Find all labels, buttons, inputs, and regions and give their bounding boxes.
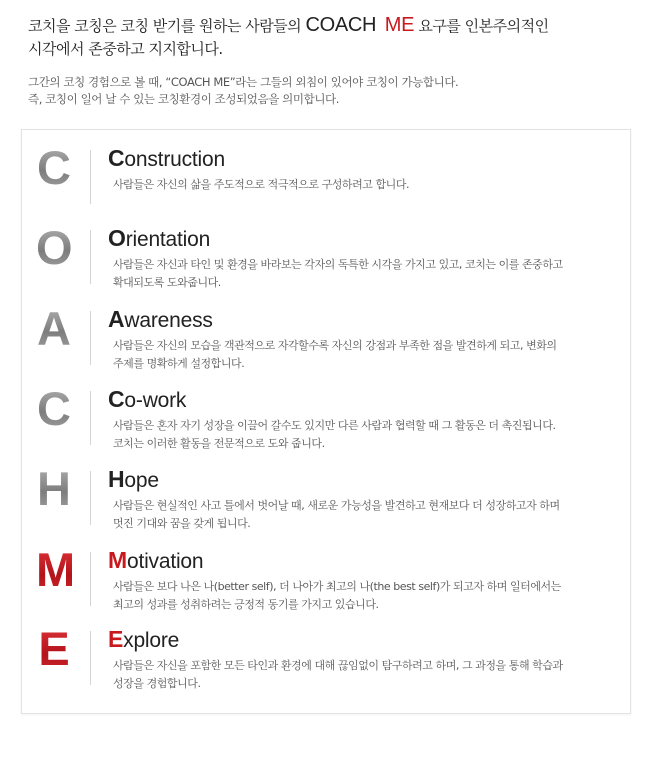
- item-title: [108, 466, 159, 494]
- item-explore: [22, 611, 630, 690]
- desc-line2: 확대되도록 도와줍니다.: [113, 276, 221, 289]
- title-rest: xplore: [123, 629, 180, 652]
- headline: [28, 14, 638, 61]
- desc-line1: 사람들은 자신을 포함한 모든 타인과 환경에 대해 끊임없이 탐구하려고 하며, 그 과정을 통해 학습과: [113, 659, 563, 672]
- big-letter-c: C: [37, 382, 71, 435]
- headline-line2: 시각에서 존중하고 지지합니다.: [28, 40, 223, 58]
- intro-subtext: [28, 74, 638, 108]
- row-divider: [90, 552, 91, 606]
- desc-line1: 사람들은 혼자 자기 성장을 이끌어 갈수도 있지만 다른 사람과 협력할 때 그 활동은 더 촉진됩니다.: [113, 419, 556, 432]
- row-divider: [90, 471, 91, 525]
- item-description: [113, 256, 623, 292]
- title-initial: M: [108, 547, 127, 573]
- subtext-line1: 그간의 코칭 경험으로 볼 때, “COACH ME”라는 그들의 외침이 있어야 코칭이 가능합니다.: [28, 75, 459, 89]
- title-rest: wareness: [124, 309, 213, 332]
- big-letter-m: M: [36, 543, 76, 596]
- title-rest: ope: [124, 469, 159, 492]
- item-description: [113, 497, 623, 533]
- row-divider: [90, 230, 91, 284]
- headline-text-before: 코치을 코칭은 코칭 받기를 원하는 사람들의: [28, 17, 306, 35]
- subtext-line2: 즉, 코칭이 일어 날 수 있는 코칭환경이 조성되었음을 의미합니다.: [28, 92, 339, 106]
- row-divider: [90, 150, 91, 204]
- item-description: [113, 176, 623, 194]
- coach-me-card: [21, 129, 631, 714]
- title-rest: rientation: [125, 228, 211, 251]
- item-description: [113, 578, 623, 614]
- title-rest: otivation: [126, 550, 204, 573]
- item-title: [108, 547, 203, 575]
- brand-coach: COACH: [305, 14, 377, 36]
- title-rest: onstruction: [124, 148, 225, 171]
- brand-me: ME: [384, 14, 415, 36]
- title-initial: O: [108, 225, 126, 251]
- title-initial: C: [108, 145, 125, 171]
- item-description: [113, 657, 623, 693]
- title-initial: H: [108, 466, 125, 492]
- big-letter-a: A: [37, 302, 71, 355]
- desc-line1: 사람들은 현실적인 사고 틀에서 벗어날 때, 새로운 가능성을 발견하고 현재보다 더 성장하고자 하며: [113, 499, 560, 512]
- item-motivation: [22, 532, 630, 611]
- big-letter-e: E: [36, 623, 72, 675]
- desc-line1: 사람들은 자신의 삶을 주도적으로 적극적으로 구성하려고 합니다.: [113, 178, 410, 191]
- big-letter-o: O: [36, 221, 73, 274]
- big-letter-c: C: [37, 141, 71, 194]
- title-rest: o-work: [124, 389, 187, 412]
- row-divider: [90, 391, 91, 445]
- item-awareness: [22, 291, 630, 370]
- item-title: [108, 626, 179, 654]
- desc-line2: 멋진 기대와 꿈을 갖게 됩니다.: [113, 517, 251, 530]
- desc-line2: 최고의 성과를 성취하려는 긍정적 동기를 가지고 있습니다.: [113, 598, 379, 611]
- row-divider: [90, 311, 91, 365]
- item-co-work: [22, 371, 630, 450]
- item-hope: [22, 451, 630, 530]
- item-construction: [22, 130, 630, 205]
- item-orientation: [22, 210, 630, 289]
- headline-text-after: 요구를 인본주의적인: [414, 17, 549, 35]
- desc-line2: 코치는 이러한 활동을 전문적으로 도와 줍니다.: [113, 437, 325, 450]
- desc-line1: 사람들은 자신과 타인 및 환경을 바라보는 각자의 독특한 시각을 가지고 있고, 코치는 이를 존중하고: [113, 258, 563, 271]
- desc-line1: 사람들은 보다 나은 나(better self), 더 나아가 최고의 나(the best self)가 되고자 하며 일터에서는: [113, 580, 561, 593]
- title-initial: A: [108, 306, 125, 332]
- item-description: [113, 337, 623, 373]
- intro-header: [28, 14, 638, 108]
- item-title: [108, 145, 225, 173]
- title-initial: C: [108, 386, 125, 412]
- desc-line1: 사람들은 자신의 모습을 객관적으로 자각할수록 자신의 강점과 부족한 점을 발견하게 되고, 변화의: [113, 339, 557, 352]
- desc-line2: 성장을 경험합니다.: [113, 677, 201, 690]
- item-title: [108, 386, 186, 414]
- big-letter-h: H: [37, 462, 71, 515]
- item-title: [108, 306, 213, 334]
- item-description: [113, 417, 623, 453]
- row-divider: [90, 631, 91, 685]
- title-initial: E: [108, 626, 124, 652]
- desc-line2: 주제를 명확하게 설정합니다.: [113, 357, 245, 370]
- item-title: [108, 225, 210, 253]
